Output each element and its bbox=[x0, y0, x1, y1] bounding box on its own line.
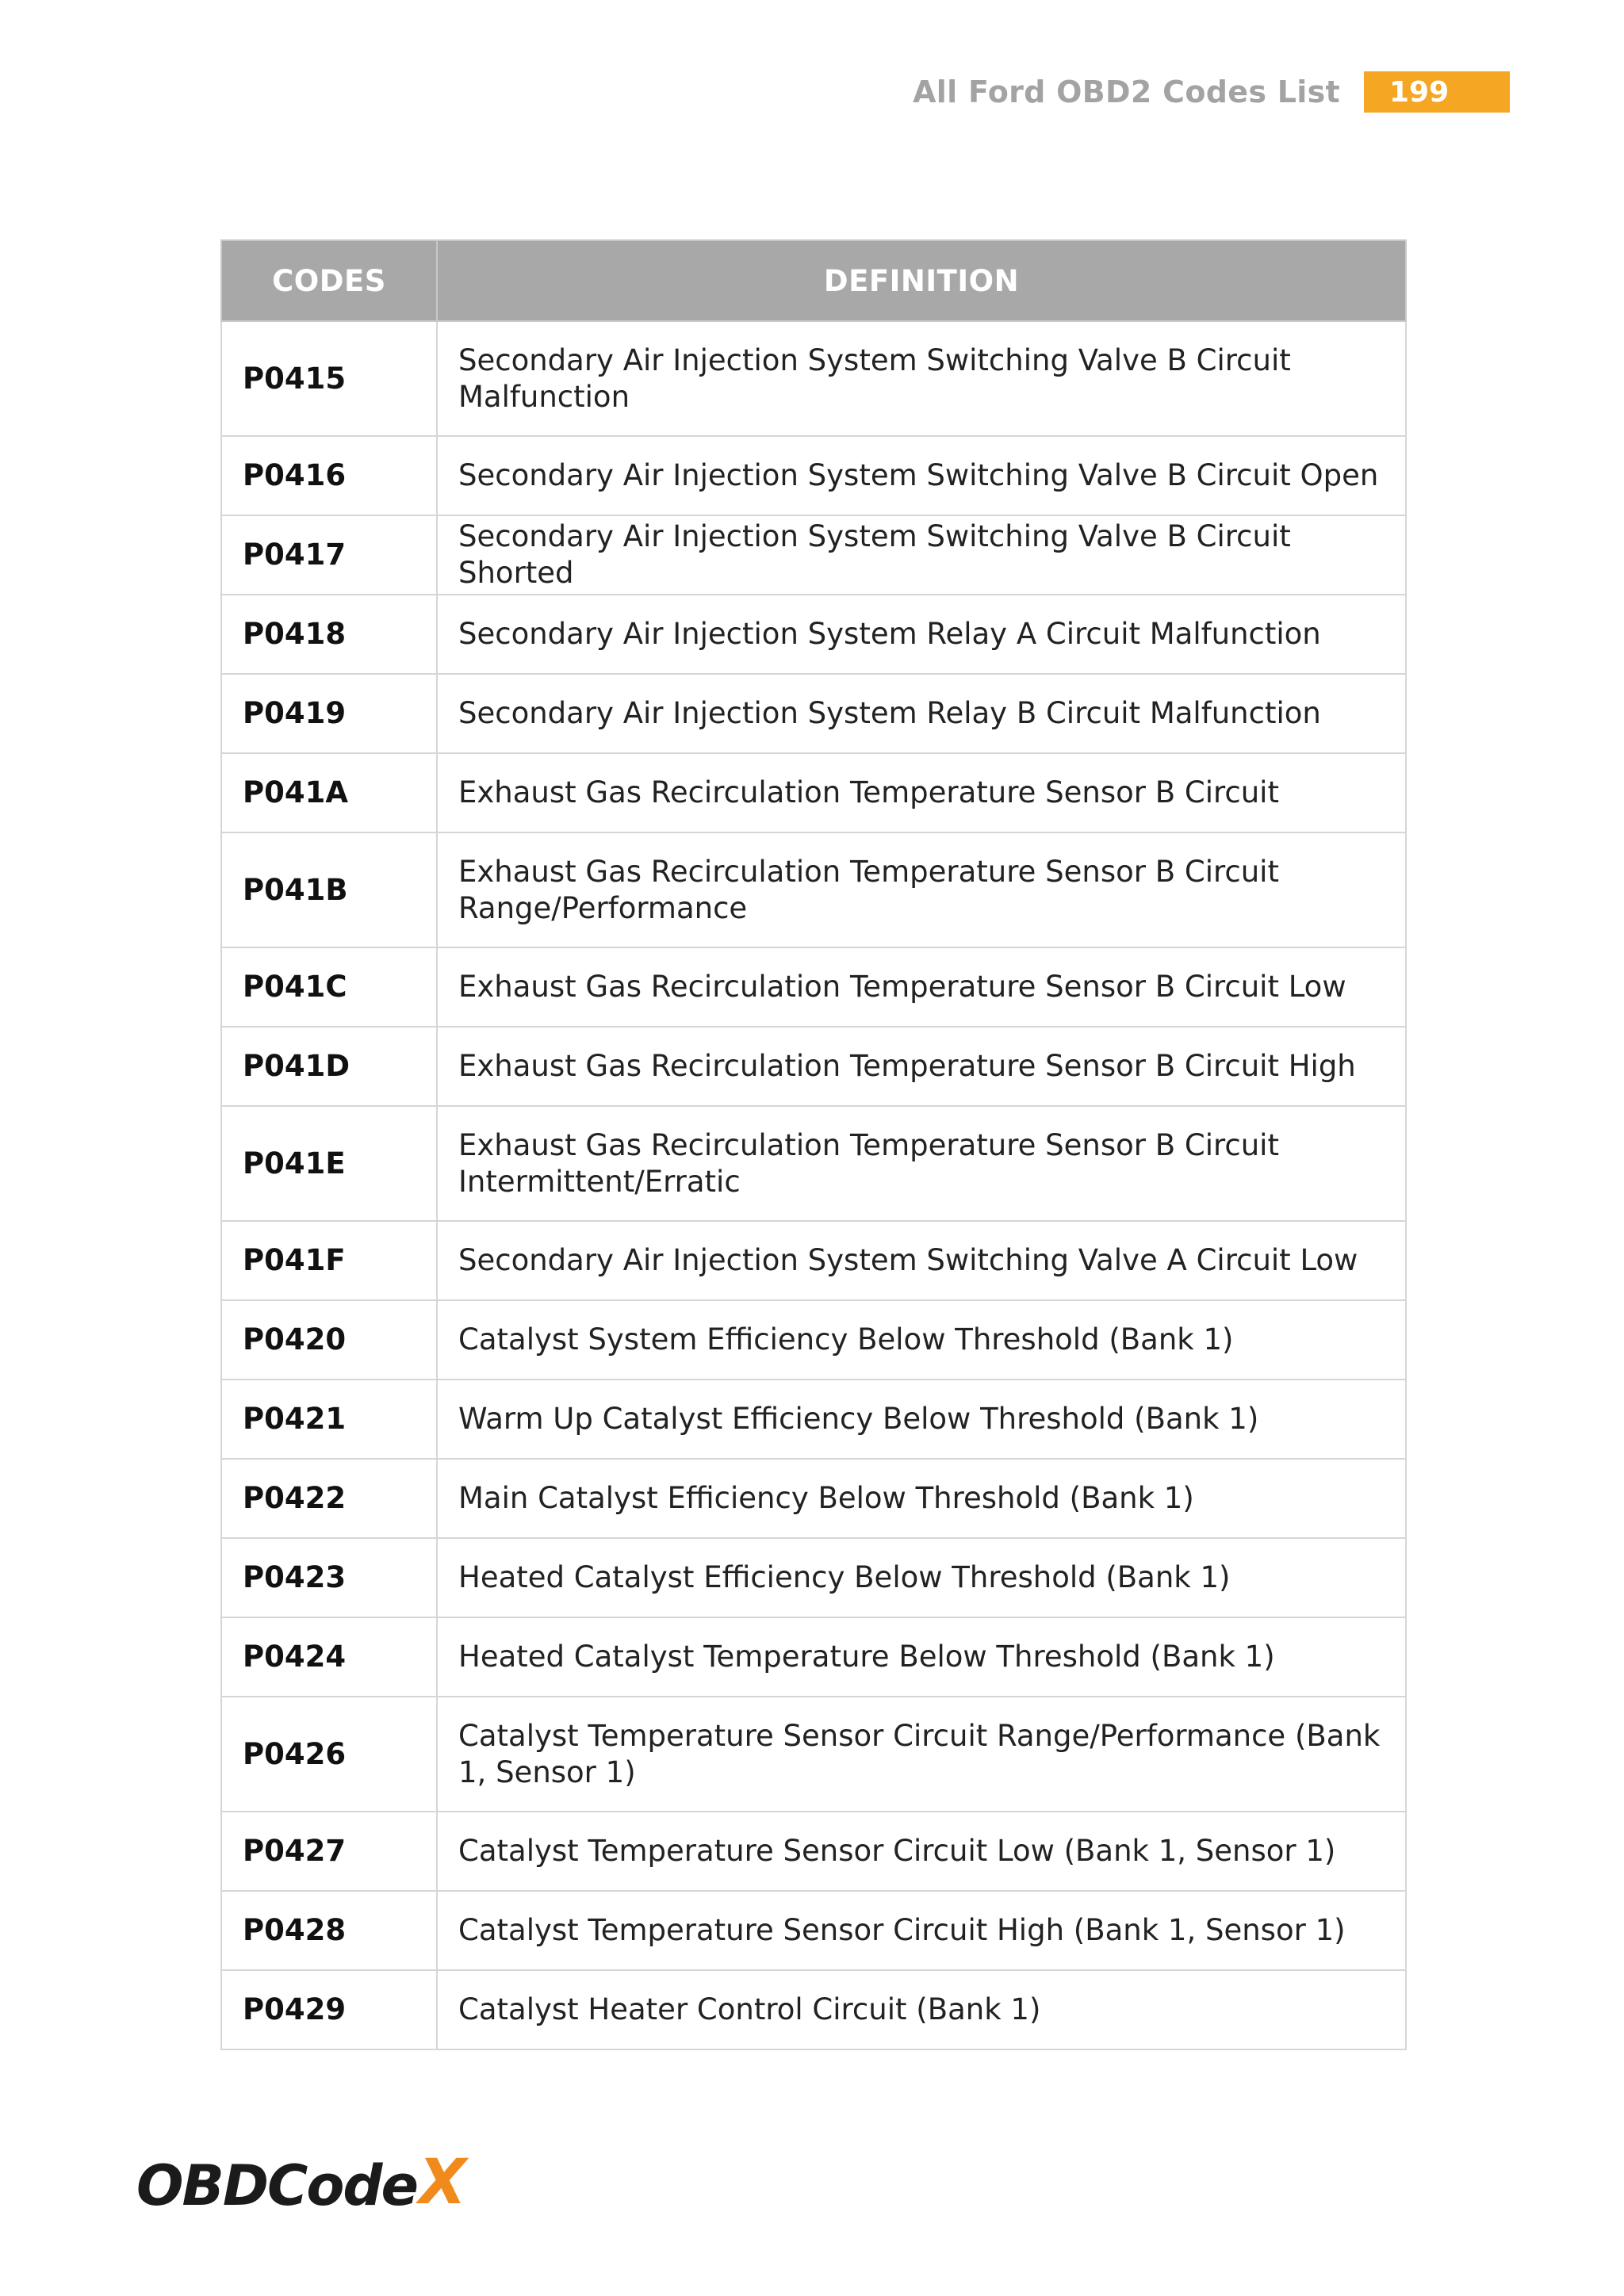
code-cell: P0419 bbox=[221, 674, 437, 753]
table-row bbox=[221, 1538, 1406, 1617]
definition-cell: Exhaust Gas Recirculation Temperature Sensor B Circuit Low bbox=[437, 947, 1406, 1027]
table-row bbox=[221, 1812, 1406, 1891]
definition-cell: Main Catalyst Efficiency Below Threshold (Bank 1) bbox=[437, 1459, 1406, 1538]
code-cell: P0418 bbox=[221, 595, 437, 674]
code-cell: P0415 bbox=[221, 321, 437, 436]
logo-wordmark: OBDCode bbox=[136, 2153, 418, 2218]
code-cell: P0422 bbox=[221, 1459, 437, 1538]
code-cell: P0421 bbox=[221, 1380, 437, 1459]
code-cell: P0428 bbox=[221, 1891, 437, 1970]
table-row bbox=[221, 832, 1406, 947]
table-row bbox=[221, 1106, 1406, 1221]
table-row bbox=[221, 436, 1406, 515]
definition-cell: Heated Catalyst Temperature Below Threshold (Bank 1) bbox=[437, 1617, 1406, 1697]
code-cell: P041E bbox=[221, 1106, 437, 1221]
definition-cell: Warm Up Catalyst Efficiency Below Threshold (Bank 1) bbox=[437, 1380, 1406, 1459]
code-cell: P0426 bbox=[221, 1697, 437, 1812]
table-row bbox=[221, 595, 1406, 674]
table-row bbox=[221, 1221, 1406, 1300]
code-cell: P041F bbox=[221, 1221, 437, 1300]
definition-cell: Exhaust Gas Recirculation Temperature Sensor B Circuit bbox=[437, 753, 1406, 832]
table-row bbox=[221, 1891, 1406, 1970]
definition-cell: Heated Catalyst Efficiency Below Threshold (Bank 1) bbox=[437, 1538, 1406, 1617]
table-row bbox=[221, 947, 1406, 1027]
table-row bbox=[221, 1027, 1406, 1106]
code-cell: P0427 bbox=[221, 1812, 437, 1891]
obd-codes-table bbox=[220, 239, 1407, 2050]
column-header-definition: DEFINITION bbox=[437, 240, 1406, 321]
definition-cell: Secondary Air Injection System Switching Valve B Circuit Open bbox=[437, 436, 1406, 515]
definition-cell: Exhaust Gas Recirculation Temperature Sensor B Circuit Range/Performance bbox=[437, 832, 1406, 947]
definition-cell: Exhaust Gas Recirculation Temperature Sensor B Circuit High bbox=[437, 1027, 1406, 1106]
code-cell: P041B bbox=[221, 832, 437, 947]
page-number-badge: 199 bbox=[1364, 71, 1510, 113]
definition-cell: Secondary Air Injection System Relay B Circuit Malfunction bbox=[437, 674, 1406, 753]
definition-cell: Catalyst Temperature Sensor Circuit High (Bank 1, Sensor 1) bbox=[437, 1891, 1406, 1970]
definition-cell: Secondary Air Injection System Relay A Circuit Malfunction bbox=[437, 595, 1406, 674]
definition-cell: Catalyst Temperature Sensor Circuit Low (Bank 1, Sensor 1) bbox=[437, 1812, 1406, 1891]
definition-cell: Catalyst Heater Control Circuit (Bank 1) bbox=[437, 1970, 1406, 2049]
definition-cell: Catalyst Temperature Sensor Circuit Range/Performance (Bank 1, Sensor 1) bbox=[437, 1697, 1406, 1812]
document-title: All Ford OBD2 Codes List bbox=[913, 75, 1340, 109]
table-header-row bbox=[221, 240, 1406, 321]
table-row bbox=[221, 1970, 1406, 2049]
table-row bbox=[221, 674, 1406, 753]
definition-cell: Catalyst System Efficiency Below Threshold (Bank 1) bbox=[437, 1300, 1406, 1380]
definition-cell: Secondary Air Injection System Switching Valve B Circuit Shorted bbox=[437, 515, 1406, 595]
code-cell: P041C bbox=[221, 947, 437, 1027]
code-cell: P0420 bbox=[221, 1300, 437, 1380]
table-row bbox=[221, 1380, 1406, 1459]
code-cell: P0424 bbox=[221, 1617, 437, 1697]
logo-accent-letter: X bbox=[419, 2147, 467, 2218]
code-cell: P0429 bbox=[221, 1970, 437, 2049]
definition-cell: Secondary Air Injection System Switching Valve B Circuit Malfunction bbox=[437, 321, 1406, 436]
code-cell: P0423 bbox=[221, 1538, 437, 1617]
code-cell: P0417 bbox=[221, 515, 437, 595]
table-row bbox=[221, 753, 1406, 832]
table-row bbox=[221, 515, 1406, 595]
table-body bbox=[221, 321, 1406, 2049]
page-header bbox=[913, 71, 1510, 113]
table-row bbox=[221, 1459, 1406, 1538]
obdcodex-logo bbox=[136, 2147, 467, 2218]
table-row bbox=[221, 321, 1406, 436]
code-cell: P0416 bbox=[221, 436, 437, 515]
table-row bbox=[221, 1697, 1406, 1812]
code-cell: P041A bbox=[221, 753, 437, 832]
table-row bbox=[221, 1617, 1406, 1697]
definition-cell: Secondary Air Injection System Switching Valve A Circuit Low bbox=[437, 1221, 1406, 1300]
code-cell: P041D bbox=[221, 1027, 437, 1106]
column-header-codes: CODES bbox=[221, 240, 437, 321]
definition-cell: Exhaust Gas Recirculation Temperature Sensor B Circuit Intermittent/Erratic bbox=[437, 1106, 1406, 1221]
table-row bbox=[221, 1300, 1406, 1380]
